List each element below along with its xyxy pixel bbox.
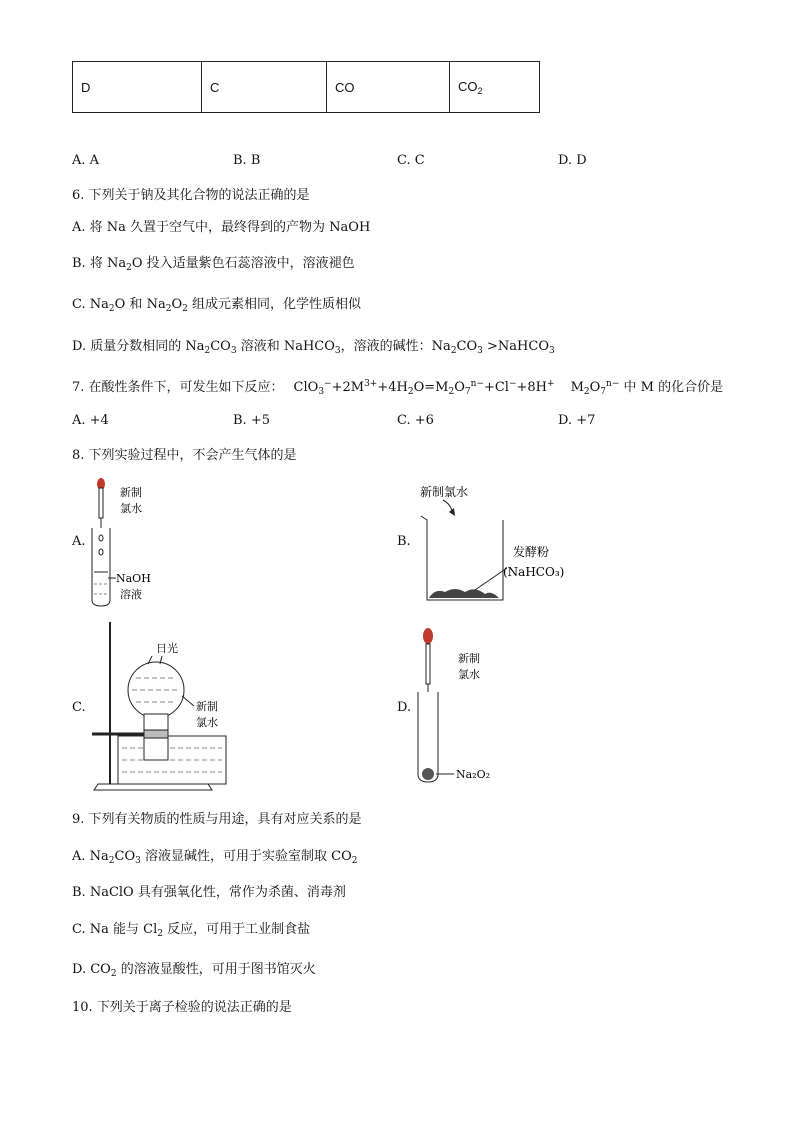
c-light-label: 日光 xyxy=(156,642,178,655)
table-cell xyxy=(450,62,540,113)
q7-option-c: C. +6 xyxy=(397,413,434,428)
b-reagent-label: 新制氯水 xyxy=(420,485,469,499)
q6-stem: 6. 下列关于钠及其化合物的说法正确的是 xyxy=(72,188,310,203)
table-cell-text: CO xyxy=(458,78,478,94)
q5-option-d: D. D xyxy=(558,153,587,168)
q9-option-d: D. $CO_2$ 的溶液显酸性，可用于图书馆灭火 xyxy=(72,962,316,979)
q8-option-d-label: D. xyxy=(397,700,412,715)
a-solution-label-1: NaOH xyxy=(116,572,151,585)
q8-option-c-label: C. xyxy=(72,700,86,715)
q7-option-d: D. +7 xyxy=(558,413,596,428)
q5-option-a: A. A xyxy=(72,153,100,168)
q8-option-b-label: B. xyxy=(397,534,411,549)
q6-option-d: D. 质量分数相同的 $Na_2CO_3$ 溶液和 NaHCO$_3$，溶液的碱性：$Na_2CO_3$ >NaHCO$_3$ xyxy=(72,339,555,356)
q5-option-b: B. B xyxy=(233,153,261,168)
q6-option-b: B. 将 $Na_2O$ 投入适量紫色石蕊溶液中，溶液褪色 xyxy=(72,256,355,273)
d-solid-label: Na₂O₂ xyxy=(456,768,491,781)
b-powder-label-2: (NaHCO₃) xyxy=(503,565,565,579)
q7-ion: $M_2O_7^{n-}$ xyxy=(570,379,620,397)
subscript: 2 xyxy=(477,85,483,96)
c-reagent-label-2: 氯水 xyxy=(196,716,218,729)
a-reagent-label-2: 氯水 xyxy=(120,502,142,515)
q6-option-a: A. 将 Na 久置于空气中，最终得到的产物为 NaOH xyxy=(72,220,371,235)
q7-equation: $ClO_3^-+2M^{3+}+4H_2O=M_2O_7^{n-}+Cl^-+8H^+$ xyxy=(293,379,555,397)
q9-option-b: B. NaClO 具有强氧化性，常作为杀菌、消毒剂 xyxy=(72,885,346,900)
q5-option-c: C. C xyxy=(397,153,425,168)
q10-stem: 10. 下列关于离子检验的说法正确的是 xyxy=(72,1000,292,1015)
d-reagent-label-2: 氯水 xyxy=(458,668,480,681)
q7-stem: 7. 在酸性条件下，可发生如下反应： $ClO_3^-+2M^{3+}+4H_2O=M_2O_7^{n-}+Cl^-+8H^+$ $M_2O_7^{n-}$ 中 M 的化合价是 xyxy=(72,379,724,397)
table-cell: CO xyxy=(327,62,450,113)
a-solution-label-2: 溶液 xyxy=(120,588,142,601)
d-reagent-label-1: 新制 xyxy=(458,652,480,665)
q8-c-flask-figure xyxy=(88,618,238,793)
a-reagent-label-1: 新制 xyxy=(120,486,142,499)
b-powder-label-1: 发酵粉 xyxy=(513,545,550,559)
q8-a-test-tube-figure xyxy=(80,472,190,612)
q9-stem: 9. 下列有关物质的性质与用途，具有对应关系的是 xyxy=(72,812,362,827)
q6-option-c: C. $Na_2O$ 和 $Na_2O_2$ 组成元素相同，化学性质相似 xyxy=(72,297,361,314)
table-cell: C xyxy=(202,62,327,113)
q8-b-beaker-figure xyxy=(415,478,585,608)
q8-d-test-tube-figure xyxy=(410,626,520,786)
q9-option-c: C. Na 能与 $Cl_2$ 反应，可用于工业制食盐 xyxy=(72,922,311,939)
q8-stem: 8. 下列实验过程中，不会产生气体的是 xyxy=(72,448,297,463)
answer-table-row xyxy=(72,61,540,113)
q7-option-a: A. +4 xyxy=(72,413,109,428)
q7-option-b: B. +5 xyxy=(233,413,270,428)
c-reagent-label-1: 新制 xyxy=(196,700,218,713)
table-cell: D xyxy=(73,62,202,113)
q9-option-a: A. $Na_2CO_3$ 溶液显碱性，可用于实验室制取 $CO_2$ xyxy=(72,849,358,866)
q8-option-a-label: A. xyxy=(72,534,86,549)
